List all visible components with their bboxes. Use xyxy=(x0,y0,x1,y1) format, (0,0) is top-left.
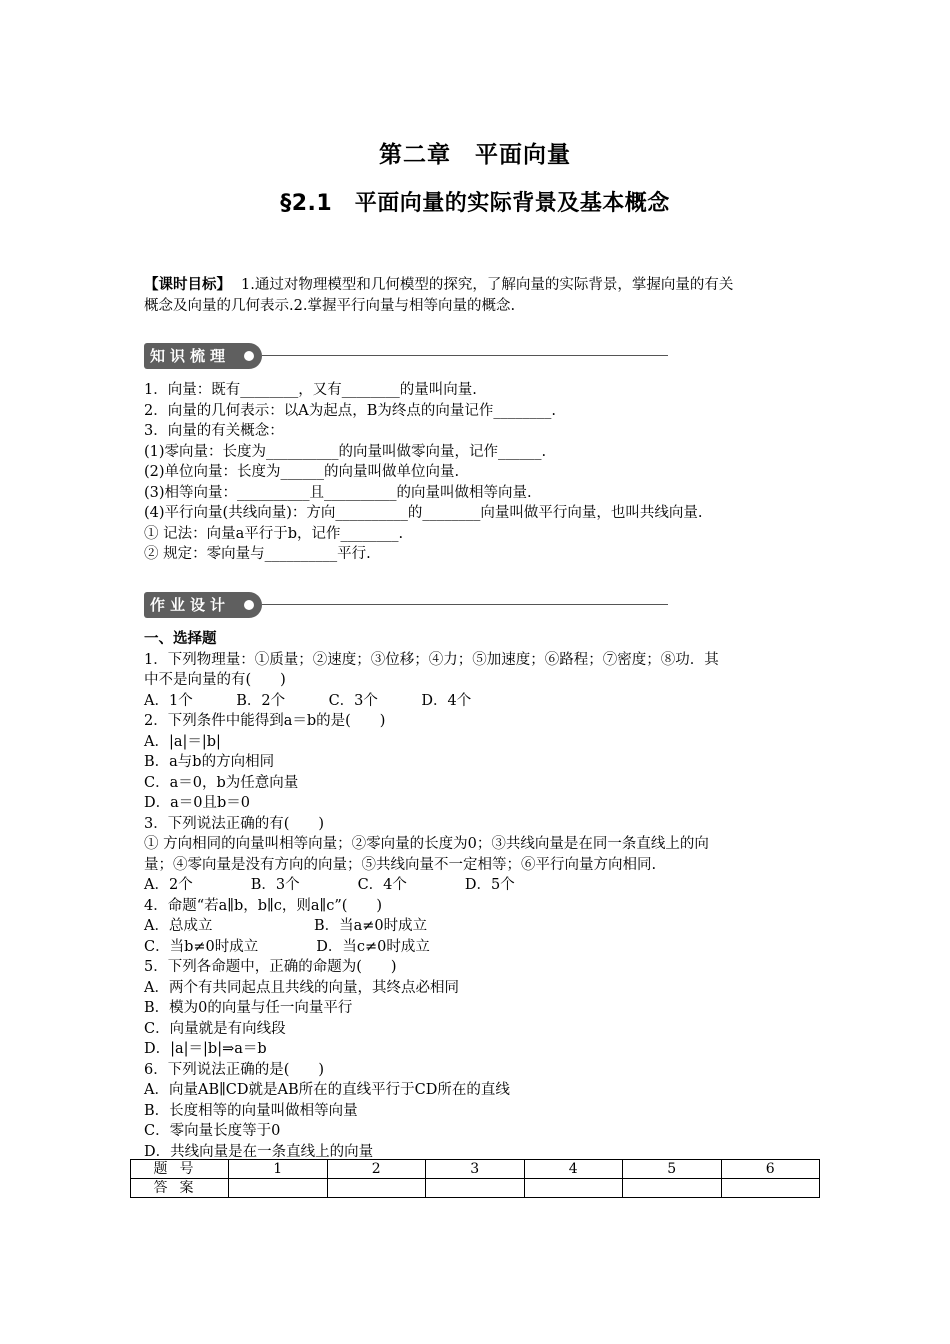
knowledge-item: ② 规定：零向量与__________平行. xyxy=(144,546,371,562)
answer-table xyxy=(130,1159,820,1198)
number-row-label: 题号 xyxy=(131,1160,229,1179)
knowledge-item: (2)单位向量：长度为______的向量叫做单位向量. xyxy=(144,464,460,480)
homework-banner-label: 作业设计 xyxy=(144,592,262,618)
knowledge-list xyxy=(144,380,824,565)
answer-table-number-row xyxy=(131,1160,820,1179)
question-number-cell: 2 xyxy=(327,1160,426,1179)
question-line: 中不是向量的有( ) xyxy=(144,672,286,688)
question-number-cell: 6 xyxy=(721,1160,820,1179)
knowledge-item: 2．向量的几何表示：以A为起点，B为终点的向量记作________. xyxy=(144,402,556,419)
banner-rule xyxy=(262,355,668,356)
question-line: 5．下列各命题中，正确的命题为( ) xyxy=(144,959,397,975)
question-number-cell: 1 xyxy=(229,1160,328,1179)
question-line: A．两个有共同起点且共线的向量，其终点必相同 xyxy=(144,979,459,996)
goal-tag: 【课时目标】 xyxy=(144,277,231,293)
lesson-goal xyxy=(144,275,814,317)
homework-banner xyxy=(144,592,529,618)
question-line: 3．下列说法正确的有( ) xyxy=(144,815,325,832)
question-line: C．零向量长度等于0 xyxy=(144,1123,281,1139)
question-line: C．向量就是有向线段 xyxy=(144,1020,286,1037)
knowledge-banner xyxy=(144,343,529,369)
question-line: B．长度相等的向量叫做相等向量 xyxy=(144,1102,358,1119)
homework-list xyxy=(144,629,824,1162)
question-line: B．模为0的向量与任一向量平行 xyxy=(144,1000,353,1016)
question-number-cell: 5 xyxy=(623,1160,722,1179)
question-line: ① 方向相同的向量叫相等向量；②零向量的长度为0；③共线向量是在同一条直线上的向 xyxy=(144,836,709,852)
answer-cell[interactable] xyxy=(623,1179,722,1198)
question-line: A．向量AB∥CD就是AB所在的直线平行于CD所在的直线 xyxy=(144,1082,510,1098)
knowledge-item: 1．向量：既有________，又有________的量叫向量. xyxy=(144,382,477,398)
goal-line-2: 概念及向量的几何表示.2.掌握平行向量与相等向量的概念. xyxy=(144,298,516,314)
question-line: D．|a|＝|b|⇒a＝b xyxy=(144,1041,267,1057)
answer-table-answer-row xyxy=(131,1179,820,1198)
question-line: C．当b≠0时成立 D．当c≠0时成立 xyxy=(144,938,430,955)
knowledge-item: ① 记法：向量a平行于b，记作________. xyxy=(144,525,404,542)
chapter-title: 第二章 平面向量 xyxy=(379,142,571,168)
answer-cell[interactable] xyxy=(426,1179,525,1198)
question-line: A．2个 B．3个 C．4个 D．5个 xyxy=(144,877,515,893)
question-line: D．共线向量是在一条直线上的向量 xyxy=(144,1143,374,1160)
banner-dot-icon xyxy=(244,600,254,610)
answer-row-label: 答案 xyxy=(131,1179,229,1198)
section-title: §2.1 平面向量的实际背景及基本概念 xyxy=(280,191,670,216)
goal-line-1: 1.通过对物理模型和几何模型的探究，了解向量的实际背景，掌握向量的有关 xyxy=(241,277,734,293)
question-line: 6．下列说法正确的是( ) xyxy=(144,1061,325,1078)
banner-dot-icon xyxy=(244,351,254,361)
question-line: A．|a|＝|b| xyxy=(144,733,221,750)
answer-cell[interactable] xyxy=(721,1179,820,1198)
question-line: 量；④零向量是没有方向的向量；⑤共线向量不一定相等；⑥平行向量方向相同. xyxy=(144,856,657,873)
answer-cell[interactable] xyxy=(229,1179,328,1198)
answer-cell[interactable] xyxy=(524,1179,623,1198)
question-line: C．a＝0，b为任意向量 xyxy=(144,774,299,791)
homework-heading: 一、选择题 xyxy=(144,631,217,647)
question-line: B．a与b的方向相同 xyxy=(144,754,275,770)
question-number-cell: 4 xyxy=(524,1160,623,1179)
question-line: D．a＝0且b＝0 xyxy=(144,795,251,811)
knowledge-item: 3．向量的有关概念： xyxy=(144,423,284,439)
banner-rule xyxy=(262,604,668,605)
question-line: 2．下列条件中能得到a＝b的是( ) xyxy=(144,713,386,729)
answer-cell[interactable] xyxy=(327,1179,426,1198)
question-number-cell: 3 xyxy=(426,1160,525,1179)
knowledge-item: (4)平行向量(共线向量)：方向__________的________向量叫做平行向量，也叫共线向量. xyxy=(144,505,703,521)
question-line: 4．命题“若a∥b，b∥c，则a∥c”( ) xyxy=(144,897,383,914)
question-line: 1．下列物理量：①质量；②速度；③位移；④力；⑤加速度；⑥路程；⑦密度；⑧功．其 xyxy=(144,651,719,668)
knowledge-item: (3)相等向量：__________且__________的向量叫做相等向量. xyxy=(144,484,532,501)
question-line: A．1个 B．2个 C．3个 D．4个 xyxy=(144,692,472,709)
knowledge-item: (1)零向量：长度为__________的向量叫做零向量，记作______. xyxy=(144,443,547,460)
question-line: A．总成立 B．当a≠0时成立 xyxy=(144,918,428,934)
knowledge-banner-label: 知识梳理 xyxy=(144,343,262,369)
